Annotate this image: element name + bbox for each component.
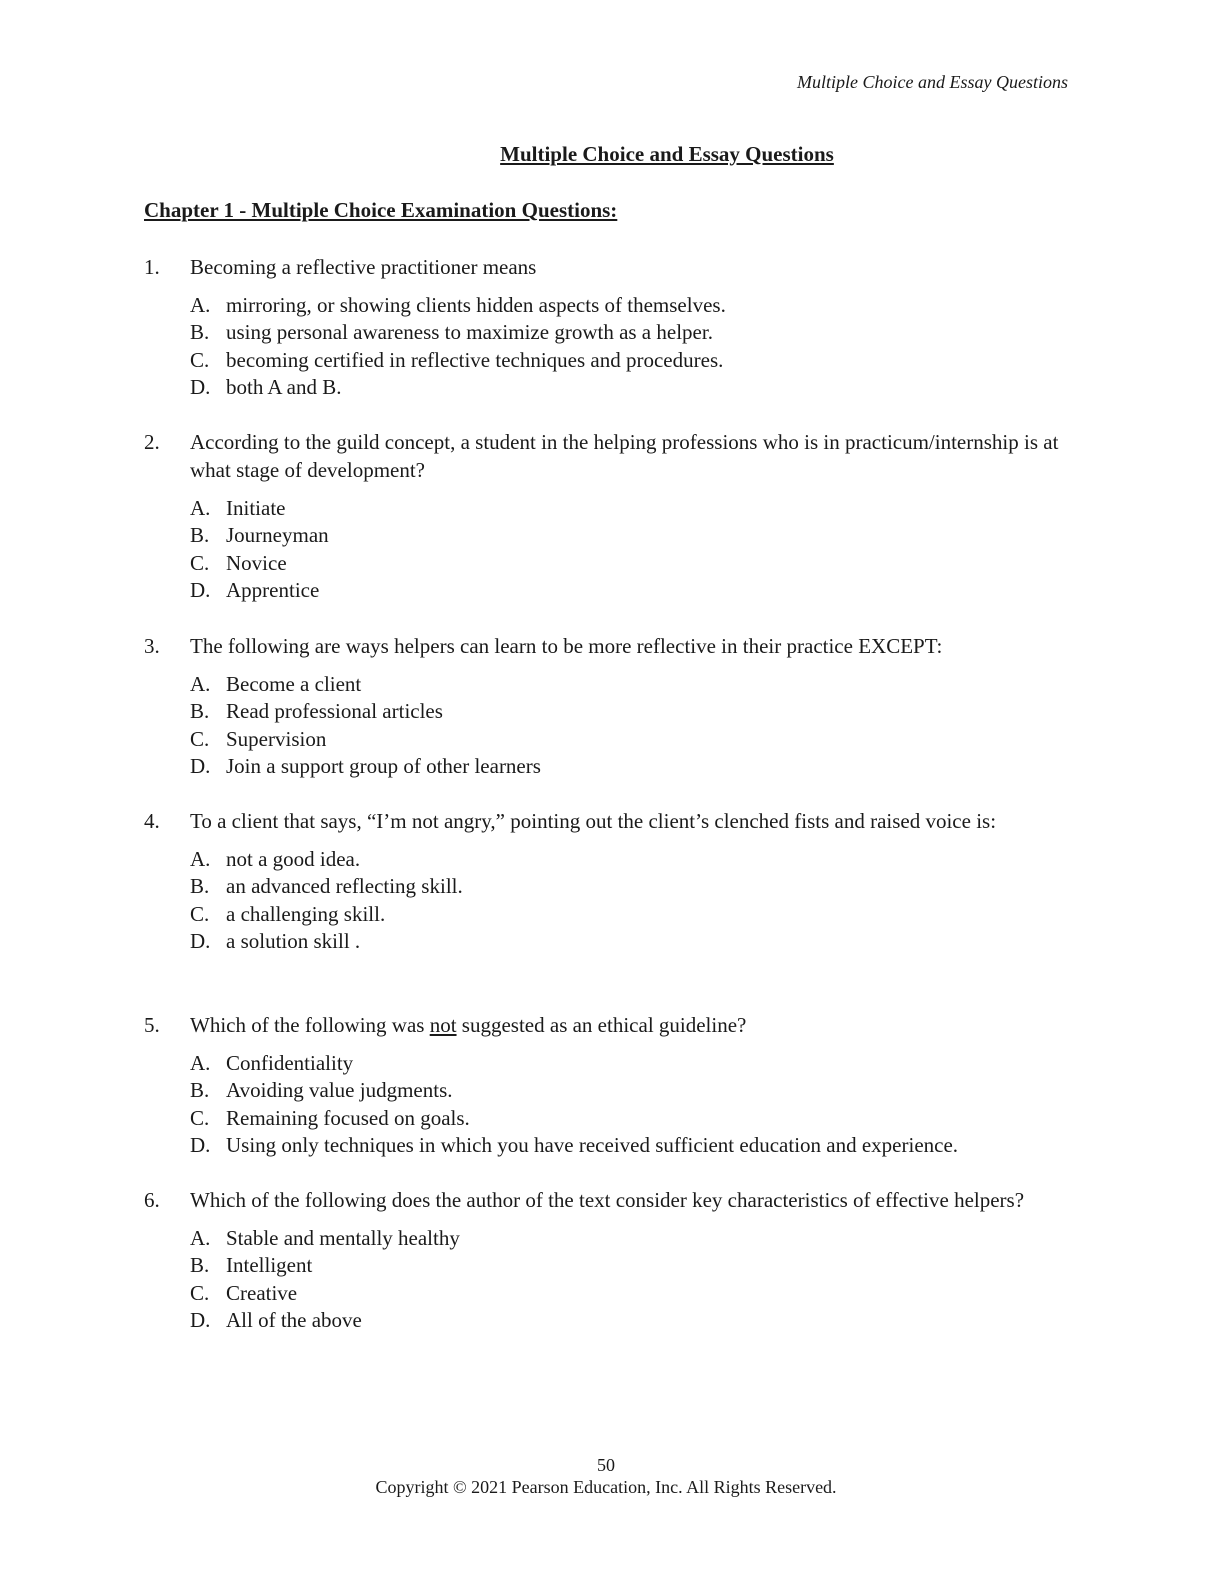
choice-b	[190, 522, 1074, 549]
choice-letter: C.	[190, 1105, 210, 1130]
question-1	[144, 253, 1074, 401]
choice-text: mirroring, or showing clients hidden aspects of themselves.	[226, 293, 726, 317]
chapter-heading: Chapter 1 - Multiple Choice Examination Questions:	[144, 198, 618, 222]
choice-letter: A.	[190, 496, 211, 520]
choice-letter: B.	[190, 320, 210, 345]
choice-letter: D.	[190, 1307, 211, 1332]
question-stem-end: suggested as an ethical guideline?	[456, 1013, 747, 1037]
choice-text: Initiate	[226, 496, 286, 520]
copyright-notice: Copyright © 2021 Pearson Education, Inc. All Rights Reserved.	[375, 1477, 837, 1497]
choice-letter: D.	[190, 753, 211, 778]
choice-c	[190, 550, 1074, 577]
question-stem: To a client that says, “I’m not angry,” pointing out the client’s clenched fists and raised voice is:	[190, 809, 997, 833]
question-number: 5.	[144, 1013, 160, 1037]
choice-letter: C.	[190, 1280, 210, 1305]
choice-b	[190, 873, 1074, 900]
choice-list	[190, 1225, 1074, 1334]
choice-letter: B.	[190, 1253, 210, 1278]
choice-letter: C.	[190, 726, 210, 751]
document-title: Multiple Choice and Essay Questions	[500, 142, 834, 166]
choice-letter: D.	[190, 374, 211, 399]
choice-a	[190, 1225, 1074, 1252]
choice-a	[190, 292, 1074, 319]
choice-list	[190, 292, 1074, 401]
question-stem-emphasis: not	[429, 1013, 457, 1037]
choice-text: Journeyman	[226, 523, 329, 548]
choice-b	[190, 1077, 1074, 1104]
choice-text: a solution skill .	[226, 928, 361, 953]
question-2	[144, 428, 1074, 604]
choice-list	[190, 846, 1074, 955]
question-3	[144, 632, 1074, 780]
choice-a	[190, 1050, 1074, 1077]
choice-text: Creative	[226, 1280, 298, 1305]
choice-a	[190, 846, 1074, 873]
choice-text: a challenging skill.	[226, 901, 386, 926]
question-stem: The following are ways helpers can learn to be more reflective in their practice EXCEPT:	[190, 634, 943, 658]
question-stem	[190, 1011, 1060, 1039]
choice-text: Novice	[226, 550, 287, 575]
choice-c	[190, 901, 1074, 928]
choice-letter: A.	[190, 1226, 211, 1250]
choice-b	[190, 698, 1074, 725]
choice-letter: C.	[190, 901, 210, 926]
choice-letter: C.	[190, 550, 210, 575]
question-4	[144, 807, 1074, 955]
choice-letter: A.	[190, 293, 211, 317]
question-5	[144, 1011, 1074, 1159]
choice-text: Using only techniques in which you have received sufficient education and experience.	[226, 1132, 959, 1157]
choice-letter: B.	[190, 523, 210, 548]
choice-text: not a good idea.	[226, 847, 361, 871]
question-number: 4.	[144, 809, 160, 833]
choice-letter: B.	[190, 699, 210, 724]
question-number: 6.	[144, 1188, 160, 1212]
choice-letter: A.	[190, 847, 211, 871]
choice-d	[190, 374, 1074, 401]
choice-text: Remaining focused on goals.	[226, 1105, 470, 1130]
choice-text: Join a support group of other learners	[226, 753, 541, 778]
choice-text: using personal awareness to maximize growth as a helper.	[226, 320, 713, 345]
choice-b	[190, 1252, 1074, 1279]
choice-text: Read professional articles	[226, 699, 443, 724]
choice-text: an advanced reflecting skill.	[226, 874, 463, 899]
question-number: 3.	[144, 634, 160, 658]
choice-c	[190, 726, 1074, 753]
choice-letter: C.	[190, 347, 210, 372]
choice-a	[190, 495, 1074, 522]
question-number: 1.	[144, 255, 160, 279]
choice-c	[190, 347, 1074, 374]
choice-a	[190, 671, 1074, 698]
question-stem: According to the guild concept, a student in the helping professions who is in practicum/internship is at what stage of development?	[190, 430, 1059, 482]
question-stem-start: Which of the following was	[190, 1013, 430, 1037]
choice-list	[190, 495, 1074, 604]
choice-letter: B.	[190, 1078, 210, 1103]
choice-text: Confidentiality	[226, 1051, 354, 1075]
choice-text: Stable and mentally healthy	[226, 1226, 460, 1250]
choice-letter: D.	[190, 928, 211, 953]
choice-c	[190, 1280, 1074, 1307]
choice-letter: A.	[190, 1051, 211, 1075]
choice-list	[190, 671, 1074, 780]
choice-text: becoming certified in reflective techniques and procedures.	[226, 347, 724, 372]
choice-d	[190, 928, 1074, 955]
choice-text: Become a client	[226, 672, 362, 696]
question-stem: Becoming a reflective practitioner means	[190, 255, 537, 279]
choice-d	[190, 1307, 1074, 1334]
page-number: 50	[597, 1455, 615, 1475]
choice-text: both A and B.	[226, 374, 342, 399]
choice-letter: B.	[190, 874, 210, 899]
choice-text: All of the above	[226, 1307, 362, 1332]
question-6	[144, 1186, 1074, 1334]
running-header: Multiple Choice and Essay Questions	[797, 72, 1068, 92]
choice-d	[190, 1132, 1074, 1159]
choice-letter: D.	[190, 577, 211, 602]
question-number: 2.	[144, 430, 160, 454]
choice-c	[190, 1105, 1074, 1132]
choice-d	[190, 577, 1074, 604]
choice-b	[190, 319, 1074, 346]
choice-d	[190, 753, 1074, 780]
choice-text: Avoiding value judgments.	[226, 1078, 453, 1103]
choice-text: Supervision	[226, 726, 327, 751]
choice-text: Apprentice	[226, 577, 320, 602]
choice-list	[190, 1050, 1074, 1159]
choice-letter: D.	[190, 1132, 211, 1157]
question-stem: Which of the following does the author of the text consider key characteristics of effective helpers?	[190, 1188, 1025, 1212]
choice-letter: A.	[190, 672, 211, 696]
choice-text: Intelligent	[226, 1253, 313, 1278]
